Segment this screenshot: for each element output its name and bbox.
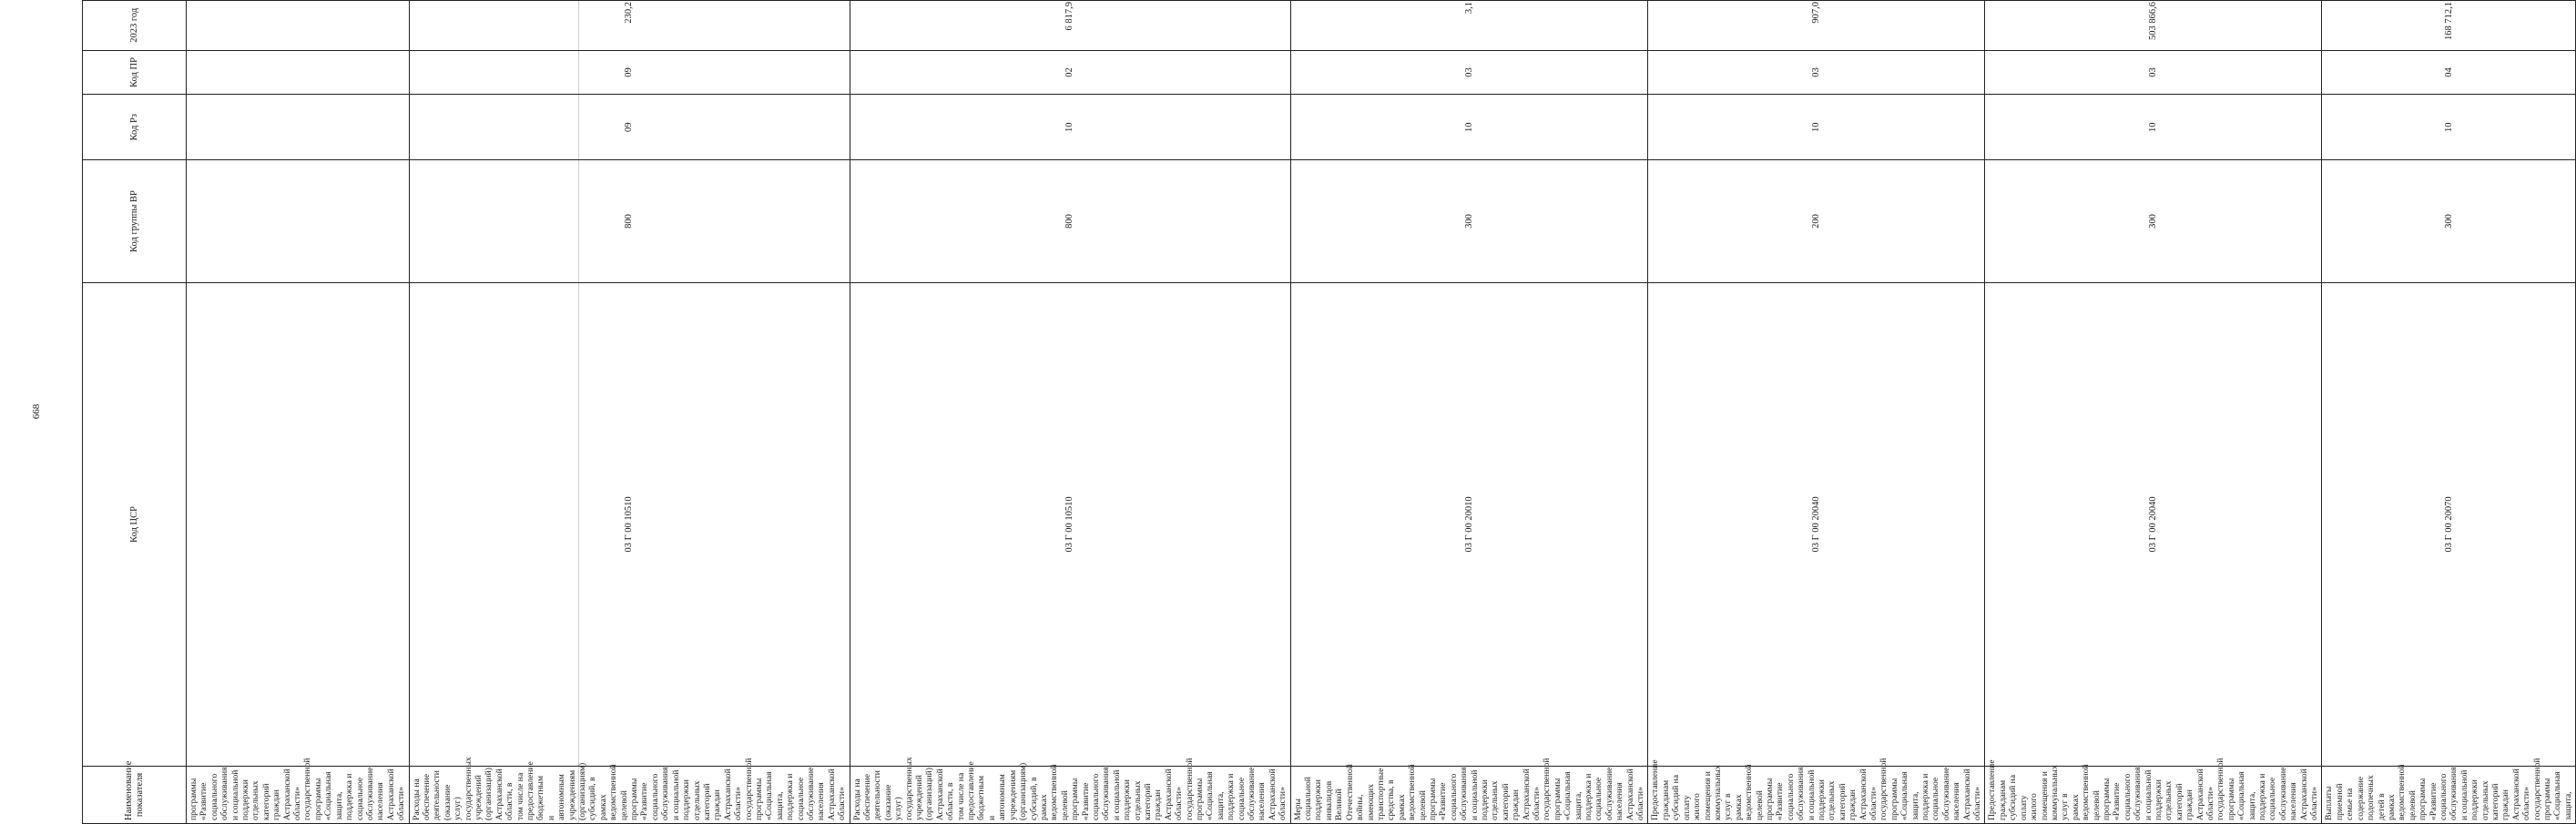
row-amount: 503 866,6 xyxy=(1985,1,2322,51)
row-name: Предоставление гражданам субсидий на оплату жилого помещения и коммунальных услуг в рамках ведомственной целевой программы «Развитие социального обслуживания и социальной поддержки отдельных категорий граждан Астраханской области» государственной программы «Социальная защита, поддержка и социальное обслуживание населения Астраханской области» xyxy=(1648,766,1985,823)
row-rz: 10 xyxy=(1648,95,1985,160)
row-amount xyxy=(187,1,410,51)
row-vr xyxy=(187,160,410,283)
row-pr: 03 xyxy=(1290,50,1648,95)
row-name: программы «Развитие социального обслуживания и социальной поддержки отдельных категорий граждан Астраханской области» государственной программы «Социальная защита, поддержка и социальное обслуживание населения Астраханской области» xyxy=(187,766,410,823)
row-rz: 10 xyxy=(2322,95,2576,160)
page-number: 668 xyxy=(31,403,42,420)
row-rz: 10 xyxy=(1985,95,2322,160)
row-amount: 6 817,9 xyxy=(850,1,1290,51)
header-name: Наименование показателя xyxy=(83,766,187,823)
row-rz xyxy=(187,95,410,160)
row-csr: 03 Г 00 20040 xyxy=(1648,282,1985,766)
row-amount: 907,0 xyxy=(1648,1,1985,51)
row-csr xyxy=(187,282,410,766)
rotated-table-sheet xyxy=(82,0,2573,824)
row-pr: 02 xyxy=(850,50,1290,95)
table-row xyxy=(1290,1,1648,824)
row-pr: 09 xyxy=(409,50,850,95)
row-csr: 03 Г 00 20070 xyxy=(2322,282,2576,766)
header-rz: Код Рз xyxy=(83,95,187,160)
row-amount: 230,2 xyxy=(409,1,850,51)
row-vr: 800 xyxy=(409,160,850,283)
row-pr xyxy=(187,50,410,95)
table-row xyxy=(409,1,850,824)
table-row xyxy=(850,1,1290,824)
row-vr: 300 xyxy=(1985,160,2322,283)
row-pr: 03 xyxy=(1648,50,1985,95)
row-amount: 168 712,1 xyxy=(2322,1,2576,51)
row-vr: 300 xyxy=(2322,160,2576,283)
budget-table xyxy=(82,0,2576,824)
header-year: 2023 год xyxy=(83,1,187,51)
table-row xyxy=(1648,1,1985,824)
row-csr: 03 Г 00 10510 xyxy=(409,282,850,766)
table-row xyxy=(1985,1,2322,824)
row-vr: 300 xyxy=(1290,160,1648,283)
row-vr: 200 xyxy=(1648,160,1985,283)
row-vr: 800 xyxy=(850,160,1290,283)
row-name: Расходы на обеспечение деятельности (оказание услуг) государственных учреждений (организаций) Астраханской области, в том числе на предоставление бюджетным и автономным учреждениям (организациям) субсидий, в рамках ведомственной целевой программы «Развитие социального обслуживания и социальной поддержки отдельных категорий граждан Астраханской области» государственной программы «Социальная защита, поддержка и социальное обслуживание населения Астраханской области» xyxy=(409,766,850,823)
row-name: Меры социальной поддержки инвалидов Великой Отечественной войны, имеющих транспортные средства, в рамках ведомственной целевой программы «Развитие социального обслуживания и социальной поддержки отдельных категорий граждан Астраханской области» государственной программы «Социальная защита, поддержка и социальное обслуживание населения Астраханской области» xyxy=(1290,766,1648,823)
header-pr: Код ПР xyxy=(83,50,187,95)
table-row xyxy=(187,1,410,824)
table-header-row xyxy=(83,1,187,824)
row-rz: 09 xyxy=(409,95,850,160)
table-row xyxy=(2322,1,2576,824)
row-csr: 03 Г 00 20040 xyxy=(1985,282,2322,766)
row-pr: 03 xyxy=(1985,50,2322,95)
row-amount: 3,1 xyxy=(1290,1,1648,51)
header-vr: Код группы ВР xyxy=(83,160,187,283)
row-rz: 10 xyxy=(1290,95,1648,160)
row-csr: 03 Г 00 10510 xyxy=(850,282,1290,766)
row-name: Выплаты приемной семье на содержание подопечных детей в рамках ведомственной целевой программы «Развитие социального обслуживания и социальной поддержки отдельных категорий граждан Астраханской области» государственной программы «Социальная защита, xyxy=(2322,766,2576,823)
row-name: Предоставление гражданам субсидий на оплату жилого помещения и коммунальных услуг в рамках ведомственной целевой программы «Развитие социального обслуживания и социальной поддержки отдельных категорий граждан Астраханской области» государственной программы «Социальная защита, поддержка и социальное обслуживание населения Астраханской области» xyxy=(1985,766,2322,823)
header-csr: Код ЦСР xyxy=(83,282,187,766)
row-pr: 04 xyxy=(2322,50,2576,95)
row-csr: 03 Г 00 20010 xyxy=(1290,282,1648,766)
row-name: Расходы на обеспечение деятельности (оказание услуг) государственных учреждений (организаций) Астраханской области, в том числе на предоставление бюджетным и автономным учреждениям (организациям) субсидий, в рамках ведомственной целевой программы «Развитие социального обслуживания и социальной поддержки отдельных категорий граждан Астраханской области» государственной программы «Социальная защита, поддержка и социальное обслуживание населения Астраханской области» xyxy=(850,766,1290,823)
row-rz: 10 xyxy=(850,95,1290,160)
